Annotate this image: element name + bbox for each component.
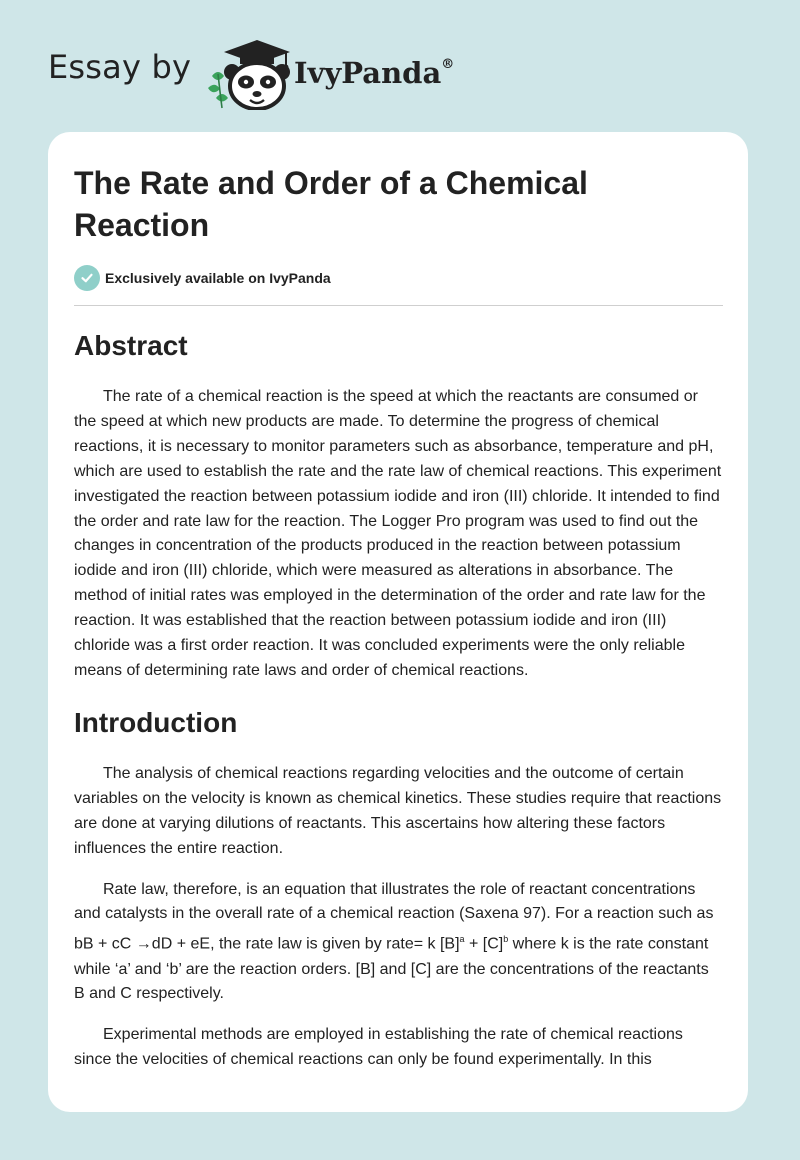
exclusive-badge (74, 264, 723, 292)
trademark-symbol: ® (441, 57, 455, 73)
introduction-paragraph-1: The analysis of chemical reactions regarding velocities and the outcome of certain variables on the velocity is known as chemical kinetics. These studies require that reactions are done at varying dilutions of reactants. This ascertains how altering these factors influences the entire reaction. (74, 764, 722, 857)
site-header (48, 34, 508, 114)
abstract-heading: Abstract (74, 330, 188, 361)
brand-name[interactable]: IvyPanda® (294, 56, 455, 90)
introduction-paragraph-3: Experimental methods are employed in establishing the rate of chemical reactions since the velocities of chemical reactions can only be found experimentally. In this (74, 1026, 683, 1069)
introduction-heading: Introduction (74, 706, 238, 738)
essay-by-label: Essay by (48, 48, 192, 86)
page-title: The Rate and Order of a Chemical Reaction (74, 165, 588, 243)
abstract-paragraph: The rate of a chemical reaction is the speed at which the reactants are consumed or the speed at which new products are made. To determine the progress of chemical reactions, it is necessary to monitor parameters such as absorbance, temperature and pH, which are used to establish the rate and the rate law of chemical reactions. This experiment investigated the reaction between potassium iodide and iron (III) chloride. It intended to find the order and rate law for the reaction. The Logger Pro program was used to find out the changes in concentration of the products produced in the reaction between potassium iodide and iron (III) chloride, which were measured as alterations in absorbance. The method of initial rates was employed in the determination of the order and rate law for the reaction. It was established that the reaction between potassium iodide and iron (III) chloride was a first order reaction. It was concluded experiments were the only reliable means of determining rate laws and order of chemical reactions. (74, 388, 722, 679)
check-icon (74, 265, 100, 291)
title-divider (74, 305, 723, 306)
essay-content (74, 162, 723, 1073)
panda-logo-icon[interactable] (202, 34, 292, 110)
exclusive-label: Exclusively available on IvyPanda (105, 270, 331, 286)
introduction-paragraph-2: Rate law, therefore, is an equation that illustrates the role of reactant concentrations and catalysts in the overall rate of a chemical reaction (Saxena 97). For a reaction such as bB + cC →dD + eE, the rate law is given by rate= k $[B]^a + [C]^b$ where k is the rate constant while ‘a’ and ‘b’ are the reaction orders. [B] and [C] are the concentrations of the reactants B and C respectively. (74, 880, 714, 1003)
essay-card (48, 132, 748, 1112)
